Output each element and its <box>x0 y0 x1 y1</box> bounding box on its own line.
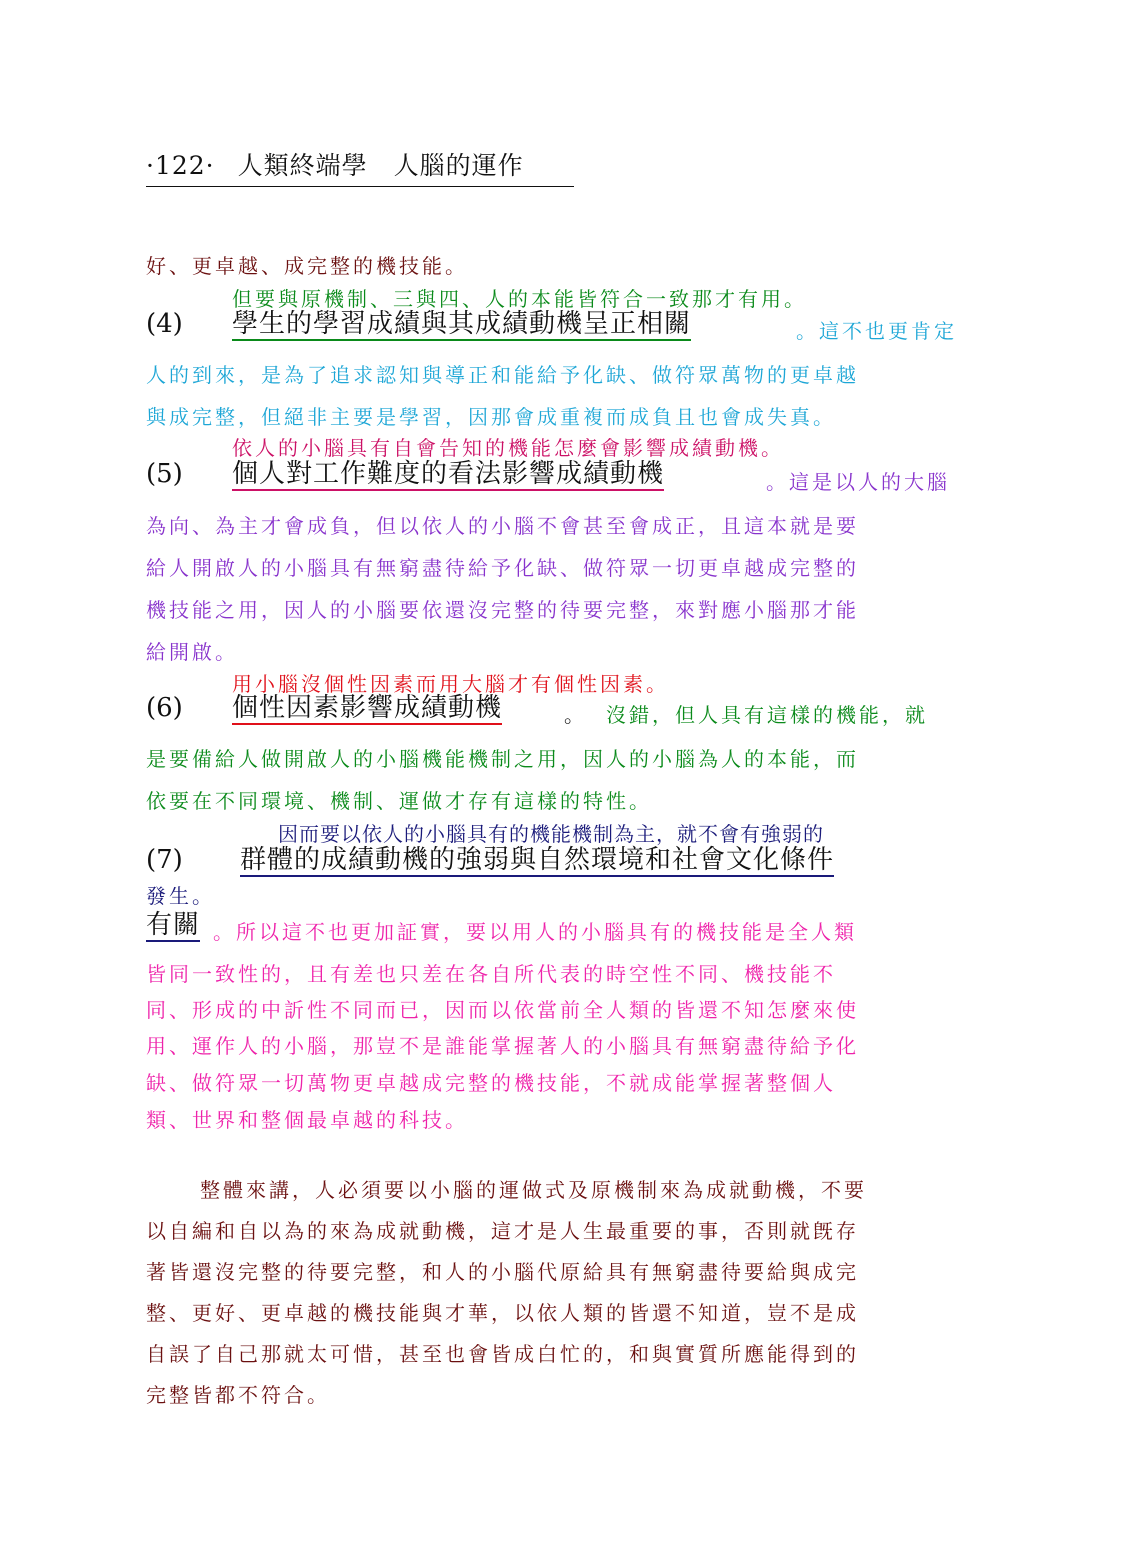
item7-annotation-cont: 發生。 <box>146 884 215 908</box>
item7-trailing: 。所以這不也更加証實，要以用人的小腦具有的機技能是全人類 <box>213 920 857 944</box>
item6-comment-line: 依要在不同環境、機制、運做才存有這樣的特性。 <box>146 789 652 813</box>
summary-line: 整體來講，人必須要以小腦的運做式及原機制來為成就動機，不要 <box>200 1178 867 1202</box>
summary-line: 自誤了自己那就太可惜，甚至也會皆成白忙的，和與實質所應能得到的 <box>146 1342 859 1366</box>
item5-annotation: 依人的小腦具有自會告知的機能怎麼會影響成績動機。 <box>232 436 784 460</box>
item5-trailing: 。這是以人的大腦 <box>766 470 950 494</box>
item4-trailing: 。這不也更肯定 <box>796 319 957 343</box>
summary-line: 著皆還沒完整的待要完整，和人的小腦代原給具有無窮盡待要給與成完 <box>146 1260 859 1284</box>
item4-title: 學生的學習成績與其成績動機呈正相關 <box>232 309 692 339</box>
running-header <box>146 146 574 187</box>
page-number: ·122· <box>146 151 215 180</box>
item5-comment-line: 為向、為主才會成負，但以依人的小腦不會甚至會成正，且這本就是要 <box>146 514 859 538</box>
item7-comment-line: 同、形成的中訢性不同而已，因而以依當前全人類的皆還不知怎麼來使 <box>146 998 859 1022</box>
item6-trailing: 沒錯，但人具有這樣的機能，就 <box>606 703 928 727</box>
item5-title: 個人對工作難度的看法影響成績動機 <box>232 459 665 489</box>
item7-comment-line: 用、運作人的小腦，那豈不是誰能掌握著人的小腦具有無窮盡待給予化 <box>146 1034 859 1058</box>
item6-trailing-period: 。 <box>564 703 587 727</box>
item5-number: (5) <box>146 459 183 489</box>
item4-annotation: 但要與原機制、三與四、人的本能皆符合一致那才有用。 <box>232 287 807 311</box>
item6-annotation: 用小腦沒個性因素而用大腦才有個性因素。 <box>232 672 669 696</box>
item7-comment-line: 類、世界和整個最卓越的科技。 <box>146 1108 468 1132</box>
summary-line: 整、更好、更卓越的機技能與才華，以依人類的皆還不知道，豈不是成 <box>146 1301 859 1325</box>
item5-comment-line: 給人開啟人的小腦具有無窮盡待給予化缺、做符眾一切更卓越成完整的 <box>146 556 859 580</box>
item6-comment-line: 是要備給人做開啟人的小腦機能機制之用，因人的小腦為人的本能，而 <box>146 747 859 771</box>
item7-annotation: 因而要以依人的小腦具有的機能機制為主，就不會有強弱的 <box>278 822 824 846</box>
intro-line: 好、更卓越、成完整的機技能。 <box>146 254 468 278</box>
item7-comment-line: 缺、做符眾一切萬物更卓越成完整的機技能，不就成能掌握著整個人 <box>146 1071 836 1095</box>
item7-comment-line: 皆同一致性的，且有差也只差在各自所代表的時空性不同、機技能不 <box>146 962 836 986</box>
item4-comment-line: 與成完整，但絕非主要是學習，因那會成重複而成負且也會成失真。 <box>146 405 836 429</box>
item6-title: 個性因素影響成績動機 <box>232 693 503 723</box>
summary-line: 以自編和自以為的來為成就動機，這才是人生最重要的事，否則就旣存 <box>146 1219 859 1243</box>
item5-comment-line: 機技能之用，因人的小腦要依還沒完整的待要完整，來對應小腦那才能 <box>146 598 859 622</box>
item6-number: (6) <box>146 693 183 723</box>
summary-line: 完整皆都不符合。 <box>146 1383 330 1407</box>
item4-comment-line: 人的到來，是為了追求認知與導正和能給予化缺、做符眾萬物的更卓越 <box>146 363 859 387</box>
item5-comment-line: 給開啟。 <box>146 640 238 664</box>
item7-title: 群體的成績動機的強弱與自然環境和社會文化條件 <box>240 845 835 875</box>
item4-number: (4) <box>146 309 183 339</box>
item7-number: (7) <box>146 845 183 875</box>
item7-title-cont: 有關 <box>146 910 201 940</box>
book-title: 人類終端學 人腦的運作 <box>237 151 524 180</box>
